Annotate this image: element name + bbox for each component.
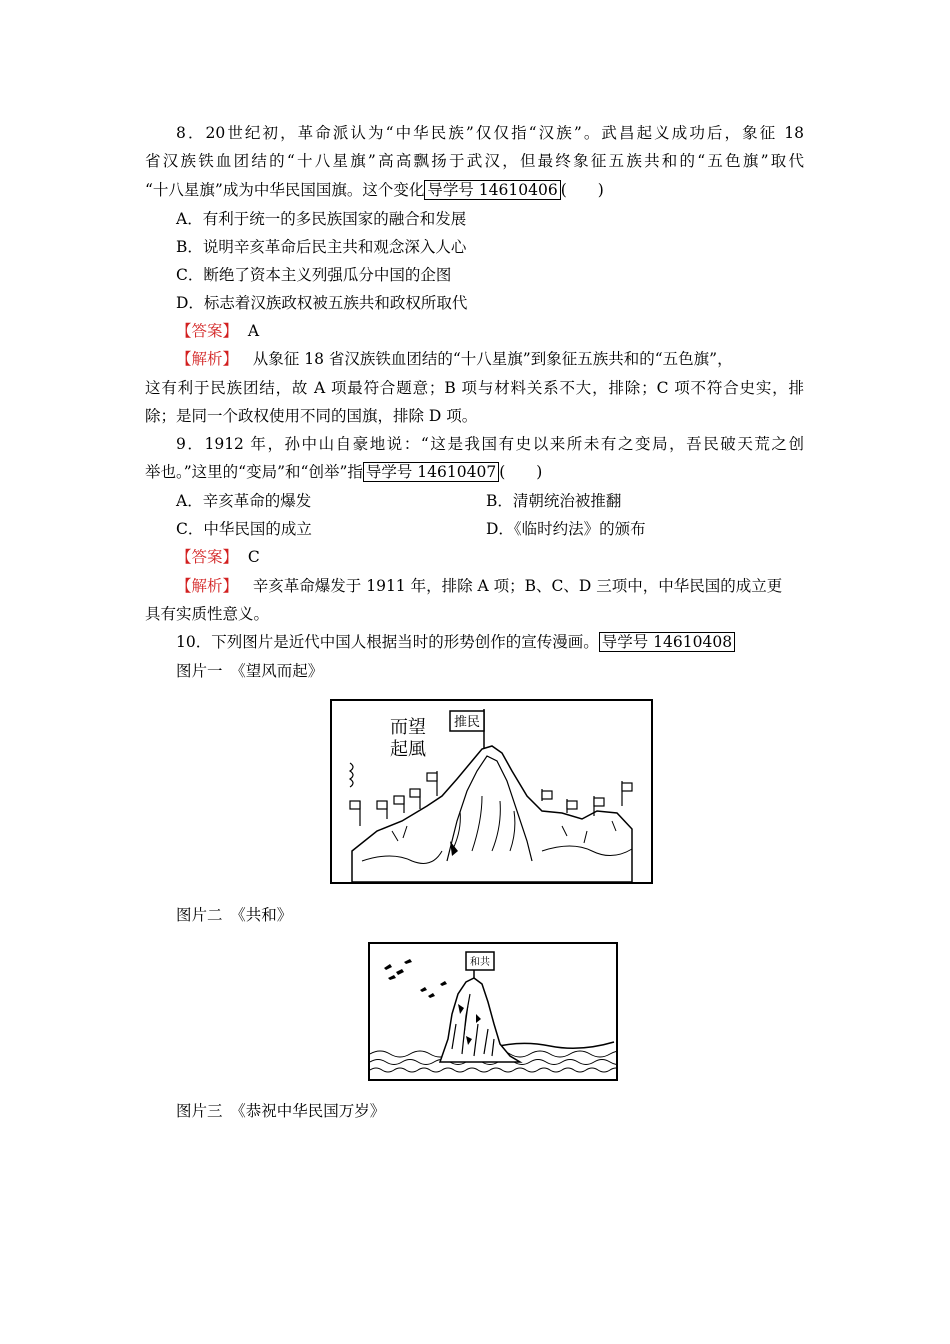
q9-option-b: B．清朝统治被推翻 (486, 492, 622, 510)
q10-guide-code: 导学号 14610408 (599, 632, 735, 652)
q9-answer-value: C (247, 548, 260, 566)
q8-answer-label: 【答案】 (176, 322, 239, 340)
q9-guide-code: 导学号 14610407 (363, 462, 499, 482)
q8-stem-text: “十八星旗”成为中华民国国旗。这个变化 (145, 181, 425, 199)
q8-option-b: B．说明辛亥革命后民主共和观念深入人心 (176, 238, 467, 256)
figure-1-caption: 图片一 《望风而起》 (176, 662, 324, 680)
q9-option-c: C．中华民国的成立 (176, 520, 312, 538)
q8-answer-value: A (247, 322, 260, 340)
q8-option-a: A．有利于统一的多民族国家的融合和发展 (176, 210, 467, 228)
figure-2-caption: 图片二 《共和》 (176, 906, 293, 924)
q9-option-d: D．《临时约法》的颁布 (486, 520, 646, 538)
q8-stem-line-3 (145, 180, 604, 200)
q10-stem (176, 632, 735, 652)
q9-analysis-label: 【解析】 (176, 577, 239, 595)
q8-stem-line-2: 省汉族铁血团结的“十八星旗”高高飘扬于武汉，但最终象征五族共和的“五色旗”取代 (145, 152, 804, 170)
figure-2-drawing (370, 944, 616, 1079)
q9-answer-label: 【答案】 (176, 548, 239, 566)
q9-stem-text: 举也。”这里的“变局”和“创举”指 (145, 463, 363, 481)
q8-answer (176, 321, 259, 341)
q9-analysis-text-1: 辛亥革命爆发于 1911 年，排除 A 项；B、C、D 三项中，中华民国的成立更 (252, 577, 783, 595)
q9-stem-line-1: 9．1912 年，孙中山自豪地说：“这是我国有史以来所未有之变局，吾民破天荒之创 (176, 435, 804, 453)
figure-1-flag-text: 推民 (453, 715, 481, 730)
q8-analysis-text-1: 从象征 18 省汉族铁血团结的“十八星旗”到象征五族共和的“五色旗”， (252, 350, 733, 368)
q8-stem-line-1: 8．20世纪初，革命派认为“中华民族”仅仅指“汉族”。武昌起义成功后，象征 18 (176, 124, 804, 142)
q8-option-d: D．标志着汉族政权被五族共和政权所取代 (176, 294, 468, 312)
q9-analysis-line-2: 具有实质性意义。 (145, 605, 270, 623)
figure-1-drawing (332, 701, 651, 882)
q8-analysis-label: 【解析】 (176, 350, 239, 368)
q10-stem-text: 10．下列图片是近代中国人根据当时的形势创作的宣传漫画。 (176, 633, 599, 651)
q8-option-c: C．断绝了资本主义列强瓜分中国的企图 (176, 266, 452, 284)
q8-analysis-line-2: 这有利于民族团结，故 A 项最符合题意；B 项与材料关系不大，排除；C 项不符合史实，排 (145, 379, 804, 397)
q8-analysis-line-1 (176, 349, 733, 369)
q9-answer (176, 547, 260, 567)
q9-option-a: A．辛亥革命的爆发 (176, 492, 312, 510)
figure-3-caption: 图片三 《恭祝中华民国万岁》 (176, 1102, 386, 1120)
svg-text:起風: 起風 (390, 739, 426, 760)
figure-2-flag-text: 和共 (470, 957, 490, 968)
figure-1-cartoon (330, 699, 653, 884)
q8-analysis-line-3: 除；是同一个政权使用不同的国旗，排除 D 项。 (145, 407, 478, 425)
figure-2-cartoon (368, 942, 618, 1081)
q9-answer-paren: ( ) (499, 463, 543, 481)
q9-stem-line-2 (145, 462, 542, 482)
q9-analysis-line-1 (176, 576, 782, 596)
q8-answer-paren: ( ) (560, 181, 604, 199)
q8-guide-code: 导学号 14610406 (424, 180, 560, 200)
figure-1-title-text: 而望 (390, 717, 426, 738)
